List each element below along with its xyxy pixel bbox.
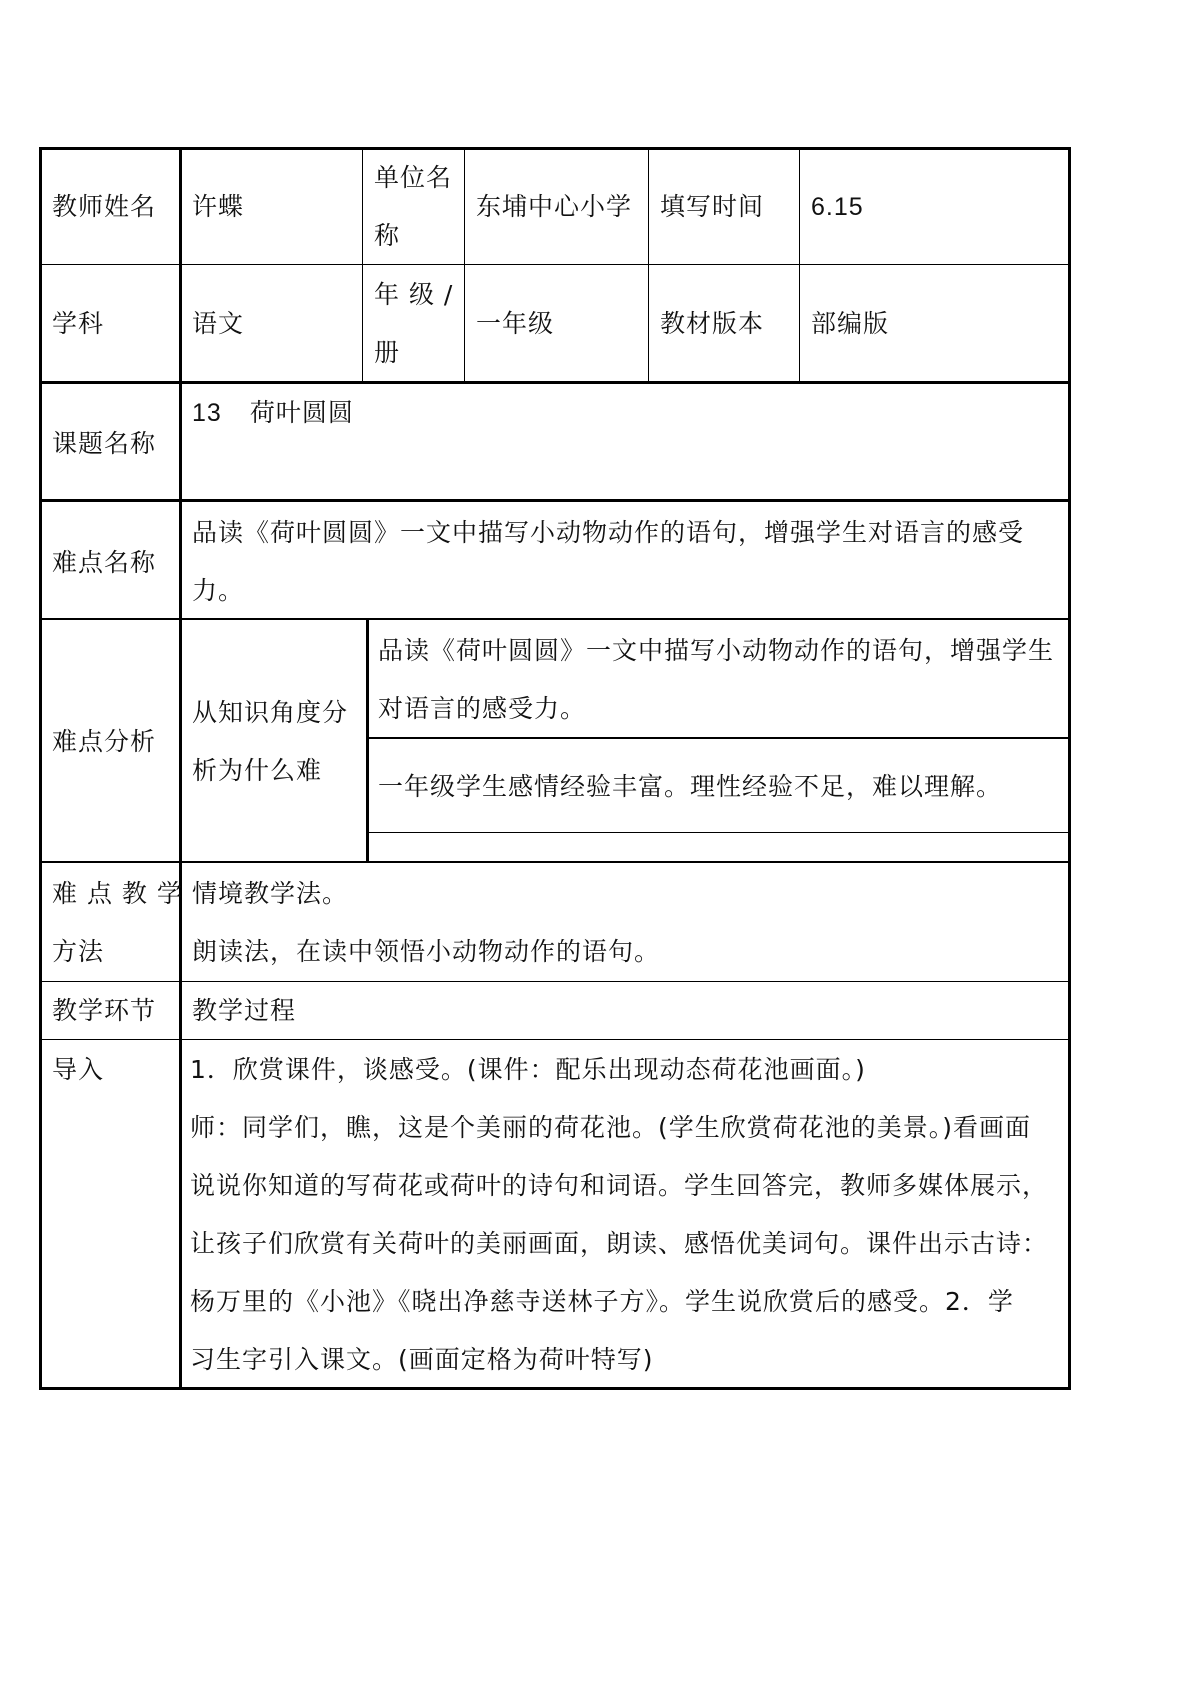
subject-label: 学科 [52, 309, 105, 338]
column-divider [366, 618, 369, 863]
table-border-right [1068, 147, 1071, 1390]
intro-line: 1．欣赏课件，谈感受。(课件：配乐出现动态荷花池画面。) [190, 1055, 866, 1084]
unit-label [374, 149, 452, 265]
column-divider [648, 147, 649, 383]
analysis-label: 难点分析 [52, 727, 157, 756]
analysis-item-1-line: 品读《荷叶圆圆》一文中描写小动物动作的语句，增强学生 [378, 636, 1055, 665]
edition-label: 教材版本 [660, 309, 765, 338]
analysis-item-2: 一年级学生感情经验丰富。理性经验不足，难以理解。 [378, 772, 1003, 801]
intro-label: 导入 [52, 1055, 105, 1084]
difficulty-label: 难点名称 [52, 548, 157, 577]
intro-line: 说说你知道的写荷花或荷叶的诗句和词语。学生回答完，教师多媒体展示， [190, 1171, 1049, 1200]
grade-label-line2: 册 [374, 338, 401, 367]
row-divider [41, 499, 1071, 502]
row-divider [41, 264, 1071, 265]
topic-title-line [192, 384, 354, 442]
subject-value: 语文 [192, 309, 245, 338]
table-border-left [39, 147, 42, 1390]
method-text [192, 865, 660, 981]
difficulty-line: 力。 [192, 576, 245, 605]
table-border-top [41, 147, 1071, 150]
grade-label-line1: 年 级 / [374, 280, 454, 309]
topic-title: 荷叶圆圆 [249, 398, 354, 427]
column-divider [179, 147, 182, 1390]
difficulty-line: 品读《荷叶圆圆》一文中描写小动物动作的语句，增强学生对语言的感受 [192, 518, 1025, 547]
teacher-name: 许蝶 [192, 192, 245, 221]
method-label [52, 865, 183, 981]
process-label: 教学环节 [52, 996, 157, 1025]
method-label-line: 难 点 教 学 [52, 879, 183, 908]
topic-label: 课题名称 [52, 429, 157, 458]
row-divider [41, 618, 181, 620]
process-value: 教学过程 [192, 996, 297, 1025]
time-label: 填写时间 [660, 192, 765, 221]
analysis-sub-label-line: 析为什么难 [192, 756, 323, 785]
column-divider [799, 147, 800, 383]
method-label-line: 方法 [52, 937, 105, 966]
grade-value: 一年级 [476, 309, 555, 338]
analysis-sub-label-line: 从知识角度分 [192, 698, 349, 727]
topic-number: 13 [192, 399, 222, 427]
unit-label-line2: 称 [374, 221, 401, 250]
time-value: 6.15 [811, 193, 864, 221]
analysis-sub-label [192, 684, 348, 800]
row-divider [368, 832, 1071, 833]
grade-label [374, 266, 453, 382]
edition-value: 部编版 [811, 309, 890, 338]
analysis-item-1-line: 对语言的感受力。 [378, 694, 587, 723]
column-divider [362, 147, 363, 383]
row-divider [41, 861, 1071, 863]
method-line: 情境教学法。 [192, 879, 349, 908]
intro-line: 让孩子们欣赏有关荷叶的美丽画面，朗读、感悟优美词句。课件出示古诗： [190, 1229, 1049, 1258]
method-line: 朗读法，在读中领悟小动物动作的语句。 [192, 937, 661, 966]
intro-line: 杨万里的《小池》《晓出净慈寺送林子方》。学生说欣赏后的感受。2．学 [190, 1287, 1014, 1316]
analysis-item-1 [378, 622, 1054, 738]
intro-line: 习生字引入课文。(画面定格为荷叶特写) [190, 1345, 654, 1374]
intro-text [190, 1041, 1048, 1389]
intro-line: 师：同学们，瞧，这是个美丽的荷花池。(学生欣赏荷花池的美景。)看画面 [190, 1113, 1032, 1142]
column-divider [464, 147, 465, 383]
difficulty-text [192, 504, 1024, 620]
unit-label-line1: 单位名 [374, 163, 453, 192]
unit-value: 东埔中心小学 [476, 192, 633, 221]
teacher-label: 教师姓名 [52, 192, 157, 221]
